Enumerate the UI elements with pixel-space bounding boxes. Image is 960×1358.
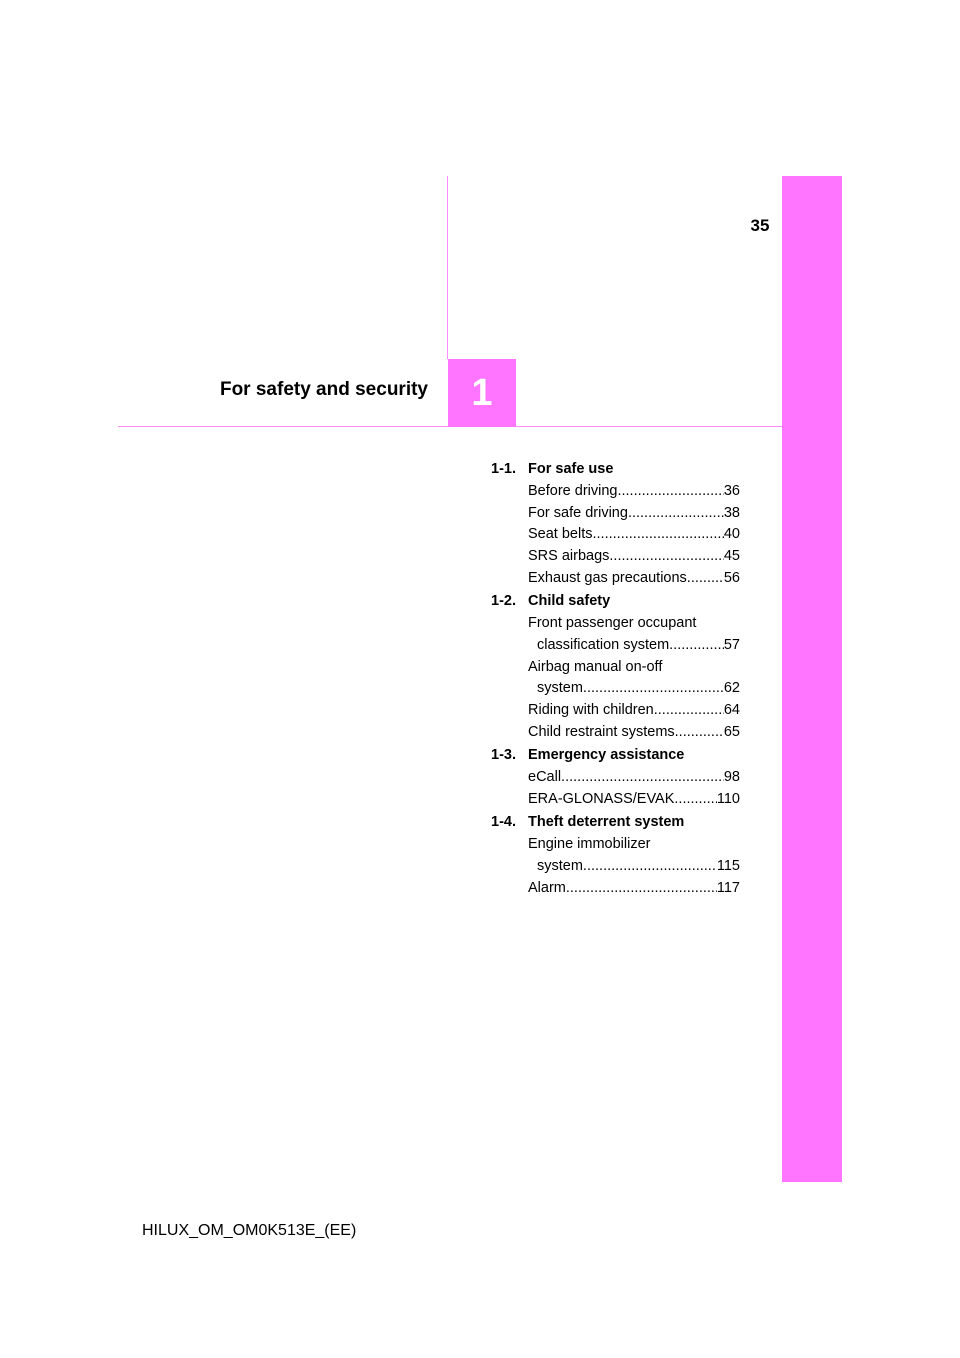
toc-dot-leader xyxy=(628,503,724,525)
toc-entry-page: 65 xyxy=(723,724,740,741)
toc-entry[interactable] xyxy=(528,834,740,878)
toc-entry-page: 45 xyxy=(723,548,740,565)
toc-entry-title-first-line: Engine immobilizer xyxy=(528,836,651,853)
toc-dot-leader xyxy=(654,700,724,722)
toc-entry[interactable] xyxy=(528,657,740,701)
toc-entry-title-first-line: Front passenger occupant xyxy=(528,615,697,632)
toc-section-number: 1-4. xyxy=(491,814,516,831)
toc-entry-title: Alarm xyxy=(528,879,566,896)
toc-entry-page: 57 xyxy=(723,636,740,653)
toc-entry-title: Riding with children xyxy=(528,702,654,719)
toc-entry-title: system xyxy=(537,857,583,874)
toc-entry-page: 36 xyxy=(723,482,740,499)
toc-section xyxy=(491,745,740,810)
chapter-number-box: 1 xyxy=(448,359,516,427)
toc-section xyxy=(491,591,740,744)
toc-dot-leader xyxy=(583,856,717,878)
toc-section-heading[interactable] xyxy=(491,812,740,834)
chapter-title: For safety and security xyxy=(219,379,428,400)
toc-dot-leader xyxy=(674,789,716,811)
toc-section-number: 1-3. xyxy=(491,747,516,764)
toc-dot-leader xyxy=(675,722,724,744)
toc-dot-leader xyxy=(617,481,723,503)
toc-entry-title-first-line: Airbag manual on-off xyxy=(528,658,663,675)
toc-dot-leader xyxy=(561,767,724,789)
toc-dot-leader xyxy=(593,524,724,546)
toc-entry[interactable] xyxy=(528,546,740,568)
toc-dot-leader xyxy=(583,678,724,700)
toc-entry[interactable] xyxy=(528,568,740,590)
toc-section-number: 1-2. xyxy=(491,593,516,610)
toc-entry-title: system xyxy=(537,680,583,697)
table-of-contents xyxy=(491,459,740,901)
toc-entry-title: Exhaust gas precautions xyxy=(528,569,687,586)
toc-entry[interactable] xyxy=(528,722,740,744)
toc-entry-title: Before driving xyxy=(528,482,618,499)
toc-entry-title: eCall xyxy=(528,769,562,786)
toc-entry[interactable] xyxy=(528,481,740,503)
toc-entry-page: 62 xyxy=(723,680,740,697)
vertical-rule xyxy=(447,176,448,359)
toc-entry[interactable] xyxy=(528,789,740,811)
toc-entry-page: 98 xyxy=(723,769,740,786)
toc-section xyxy=(491,812,740,899)
page-number: 35 xyxy=(750,216,770,235)
toc-section-heading[interactable] xyxy=(491,745,740,767)
toc-entry-title: SRS airbags xyxy=(528,548,610,565)
toc-entry[interactable] xyxy=(528,524,740,546)
toc-section-heading[interactable] xyxy=(491,591,740,613)
toc-section-number: 1-1. xyxy=(491,461,516,477)
toc-section-heading[interactable] xyxy=(491,459,740,481)
toc-entry-page: 110 xyxy=(716,790,740,807)
toc-entry-page: 64 xyxy=(723,702,740,719)
toc-entry-page: 115 xyxy=(716,857,740,874)
toc-entry[interactable] xyxy=(528,700,740,722)
document-id: HILUX_OM_OM0K513E_(EE) xyxy=(142,1222,357,1239)
toc-entry-title: For safe driving xyxy=(528,504,628,521)
toc-dot-leader xyxy=(566,878,717,900)
toc-dot-leader xyxy=(669,635,724,657)
toc-entry[interactable] xyxy=(528,878,740,900)
toc-entry-title: ERA-GLONASS/EVAK xyxy=(528,790,675,807)
chapter-side-tab xyxy=(782,176,842,1182)
toc-entry-page: 117 xyxy=(716,879,740,896)
toc-section-title: Emergency assistance xyxy=(528,747,685,764)
toc-section-title: Child safety xyxy=(528,593,611,610)
toc-section-title: Theft deterrent system xyxy=(528,814,685,831)
toc-entry-page: 40 xyxy=(723,526,740,543)
toc-dot-leader xyxy=(687,568,724,590)
toc-section-title: For safe use xyxy=(528,461,614,477)
toc-entry[interactable] xyxy=(528,613,740,657)
toc-section xyxy=(491,459,740,590)
toc-entry-page: 38 xyxy=(723,504,740,521)
toc-dot-leader xyxy=(609,546,723,568)
toc-entry-title: Seat belts xyxy=(528,526,593,543)
toc-entry-title: Child restraint systems xyxy=(528,724,675,741)
toc-entry[interactable] xyxy=(528,767,740,789)
toc-entry-title: classification system xyxy=(537,636,670,653)
toc-entry[interactable] xyxy=(528,503,740,525)
toc-entry-page: 56 xyxy=(723,569,740,586)
